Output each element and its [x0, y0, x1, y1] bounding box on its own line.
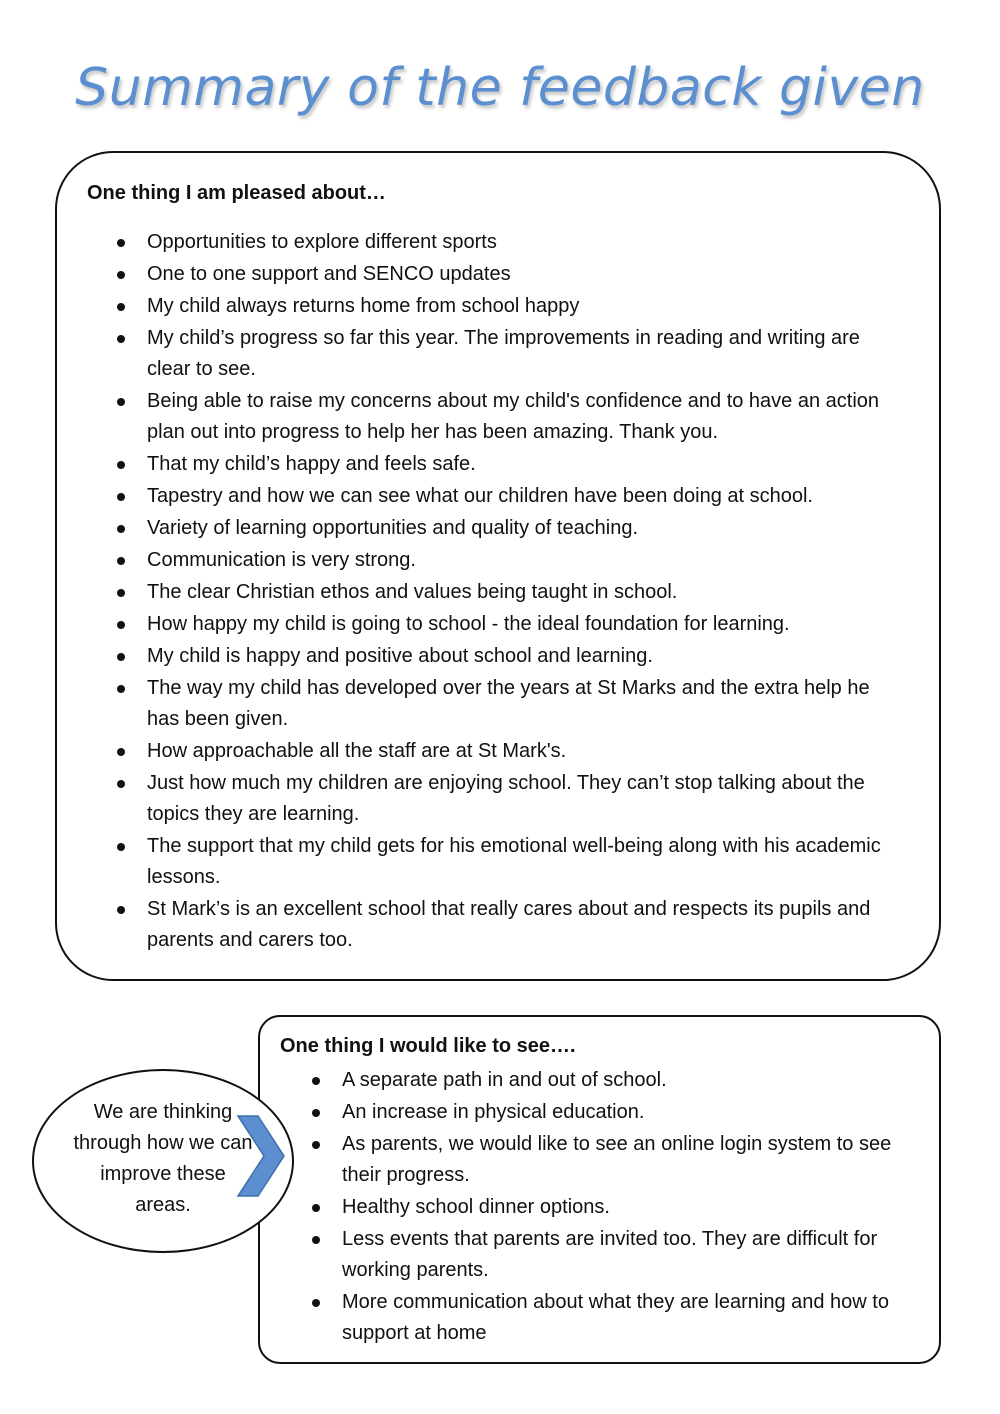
list-item [115, 641, 905, 672]
list-item-text: Just how much my children are enjoying school. They can’t stop talking about the topics they are learning. [147, 772, 865, 825]
list-item [310, 1224, 920, 1286]
list-item [115, 831, 905, 893]
list-item [115, 609, 905, 640]
list-item-text: Healthy school dinner options. [342, 1196, 610, 1218]
list-item [310, 1192, 920, 1223]
list-item-text: The support that my child gets for his emotional well-being along with his academic lessons. [147, 835, 881, 888]
list-item-text: My child is happy and positive about school and learning. [147, 645, 653, 667]
list-item [115, 259, 905, 290]
list-item [115, 577, 905, 608]
list-item [115, 673, 905, 735]
bullet-icon [117, 557, 125, 565]
list-item-text: As parents, we would like to see an online login system to see their progress. [342, 1133, 892, 1186]
bullet-icon [117, 493, 125, 501]
callout-text: We are thinking through how we can improve these areas. [73, 1101, 253, 1216]
pleased-box [55, 151, 941, 981]
list-item [115, 449, 905, 480]
list-item-text: Less events that parents are invited too. They are difficult for working parents. [342, 1228, 878, 1281]
bullet-icon [117, 239, 125, 247]
list-item-text: My child’s progress so far this year. The improvements in reading and writing are clear to see. [147, 327, 860, 380]
list-item [115, 894, 905, 956]
list-item-text: One to one support and SENCO updates [147, 263, 511, 285]
bullet-icon [117, 398, 125, 406]
list-item [115, 736, 905, 767]
list-item-text: The way my child has developed over the years at St Marks and the extra help he has been given. [147, 677, 870, 730]
list-item-text: That my child’s happy and feels safe. [147, 453, 476, 475]
bullet-icon [117, 335, 125, 343]
bullet-icon [312, 1204, 320, 1212]
list-item [310, 1097, 920, 1128]
list-item [310, 1065, 920, 1096]
bullet-icon [117, 303, 125, 311]
bullet-icon [312, 1109, 320, 1117]
bullet-icon [117, 461, 125, 469]
bullet-icon [117, 589, 125, 597]
bullet-icon [312, 1077, 320, 1085]
bullet-icon [312, 1141, 320, 1149]
list-item-text: An increase in physical education. [342, 1101, 645, 1123]
bullet-icon [117, 780, 125, 788]
chevron-right-icon [236, 1114, 286, 1198]
list-item [310, 1287, 920, 1349]
list-item [115, 323, 905, 385]
list-item [310, 1129, 920, 1191]
like-to-see-box [258, 1015, 941, 1364]
list-item [115, 291, 905, 322]
list-item-text: Communication is very strong. [147, 549, 416, 571]
list-item [115, 227, 905, 258]
bullet-icon [117, 271, 125, 279]
list-item-text: A separate path in and out of school. [342, 1069, 667, 1091]
chevron-shape [238, 1116, 284, 1196]
bullet-icon [117, 525, 125, 533]
list-item-text: How happy my child is going to school - the ideal foundation for learning. [147, 613, 790, 635]
list-item-text: Variety of learning opportunities and quality of teaching. [147, 517, 639, 539]
like-to-see-list [310, 1065, 920, 1350]
list-item [115, 481, 905, 512]
list-item-text: The clear Christian ethos and values being taught in school. [147, 581, 678, 603]
list-item [115, 386, 905, 448]
list-item-text: Opportunities to explore different sports [147, 231, 497, 253]
list-item-text: Tapestry and how we can see what our children have been doing at school. [147, 485, 813, 507]
page-title: Summary of the feedback given [75, 58, 925, 118]
bullet-icon [117, 621, 125, 629]
bullet-icon [117, 748, 125, 756]
bullet-icon [312, 1236, 320, 1244]
list-item-text: St Mark’s is an excellent school that really cares about and respects its pupils and parents and carers too. [147, 898, 871, 951]
pleased-heading: One thing I am pleased about… [87, 182, 386, 204]
list-item-text: How approachable all the staff are at St Mark's. [147, 740, 567, 762]
list-item-text: Being able to raise my concerns about my child's confidence and to have an action plan out into progress to help her has been amazing. Thank you. [147, 390, 880, 443]
bullet-icon [117, 906, 125, 914]
bullet-icon [312, 1299, 320, 1307]
list-item-text: My child always returns home from school happy [147, 295, 580, 317]
like-to-see-heading: One thing I would like to see…. [280, 1035, 576, 1057]
list-item [115, 768, 905, 830]
list-item-text: More communication about what they are learning and how to support at home [342, 1291, 889, 1344]
bullet-icon [117, 685, 125, 693]
pleased-list [115, 227, 905, 957]
bullet-icon [117, 843, 125, 851]
list-item [115, 545, 905, 576]
bullet-icon [117, 653, 125, 661]
list-item [115, 513, 905, 544]
